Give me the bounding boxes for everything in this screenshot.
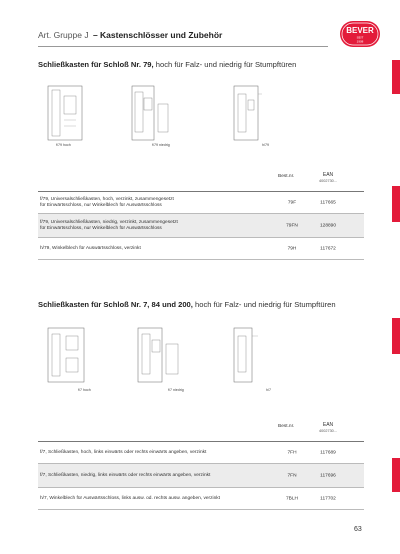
side-tab [392, 318, 400, 354]
article-group-number: J [84, 30, 89, 40]
table-row [38, 488, 364, 510]
technical-drawing [46, 326, 86, 384]
table-row [38, 238, 364, 260]
row-order-number: 7FH [287, 450, 297, 455]
drawing-caption: h/7 [266, 388, 271, 392]
table-row [38, 464, 364, 488]
table-header [38, 420, 364, 442]
row-ean: 117689 [320, 450, 336, 455]
logo-text: BEVER [346, 26, 374, 35]
row-description: f/79, Universalschließkasten, hoch, verzinkt, zusammengesetzt für Einwärtsschloss, nur Winkelblech für Auswärtsschloss [40, 196, 174, 208]
page-title: – Kastenschlösser und Zubehör [92, 30, 223, 40]
table-row [38, 442, 364, 464]
row-description: h/79, Winkelblech für Auswärtsschloss, verzinkt [40, 245, 141, 251]
header-ean: EAN [322, 422, 334, 428]
section-title-rest: hoch für Falz- und niedrig für Stumpftüren [192, 300, 336, 309]
header-best-nr: Best.nr. [278, 424, 295, 429]
row-order-number: 79FN [286, 223, 298, 228]
bever-logo [340, 20, 380, 50]
side-tab [392, 458, 400, 492]
drawing-caption: f/79 hoch [56, 143, 71, 147]
page-number: 63 [354, 526, 362, 533]
row-description: f/79, Universalschließkasten, niedrig, verzinkt, zusammengesetzt für Einwärtsschloss, nur Winkelblech für Auswärtsschloss [40, 219, 178, 231]
header-ean: EAN [322, 172, 334, 178]
side-tab [392, 186, 400, 222]
logo-year: 1908 [356, 39, 364, 44]
table-row [38, 192, 364, 214]
product-table [38, 420, 364, 510]
row-order-number: 79H [287, 246, 297, 251]
article-group-label: Art. Gruppe [38, 30, 82, 40]
table-row [38, 214, 364, 238]
row-ean: 117665 [320, 200, 336, 205]
section-title [38, 60, 296, 69]
row-order-number: 79F [287, 200, 297, 205]
technical-drawing [46, 84, 84, 142]
row-description: h/7, Winkelblech für Auswärtsschloss, links ausw. od. rechts ausw. angeben, verzinkt [40, 495, 220, 501]
drawing-caption: f/79 niedrig [152, 143, 170, 147]
row-ean: 117696 [320, 473, 336, 478]
technical-drawing [136, 326, 182, 384]
row-order-number: 7FN [287, 473, 297, 478]
drawing-caption: f/7 hoch [78, 388, 91, 392]
drawing-caption: f/7 niedrig [168, 388, 184, 392]
row-ean: 128890 [319, 223, 336, 228]
row-order-number: 7BLH [286, 496, 298, 501]
drawing-caption: h/79 [262, 143, 269, 147]
header-divider [38, 46, 328, 47]
section-title-bold: Schließkasten für Schloß Nr. 7, 84 und 200, [38, 300, 193, 309]
logo-sub: SEIT [356, 35, 364, 40]
page-header [38, 28, 338, 42]
row-description: f/7, Schließkasten, niedrig, links einwärts oder rechts einwärts angeben, verzinkt [40, 472, 211, 478]
technical-drawing [230, 326, 260, 384]
section-title-rest: hoch für Falz- und niedrig für Stumpftüren [153, 60, 297, 69]
header-ean-prefix: 4002730... [319, 429, 337, 433]
technical-drawing [130, 84, 172, 142]
row-description: f/7, Schließkasten, hoch, links einwärts oder rechts einwärts angeben, verzinkt [40, 449, 207, 455]
technical-drawing [230, 84, 264, 142]
row-ean: 117672 [320, 246, 336, 251]
row-ean: 117702 [320, 496, 336, 501]
section-title [38, 300, 336, 309]
header-ean-prefix: 4002730... [319, 179, 337, 183]
header-best-nr: Best.nr. [278, 174, 295, 179]
section-title-bold: Schließkasten für Schloß Nr. 79, [38, 60, 154, 69]
product-table [38, 170, 364, 260]
table-header [38, 170, 364, 192]
side-tab [392, 60, 400, 94]
